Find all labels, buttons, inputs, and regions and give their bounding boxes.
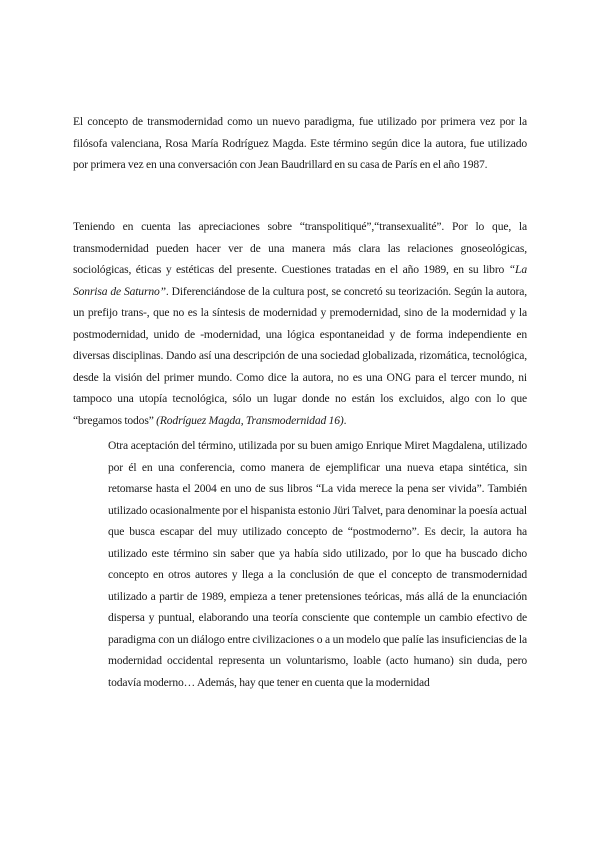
block-quote-paragraph: Otra aceptación del término, utilizada por su buen amigo Enrique Miret Magdalena, utilizado por él en una conferencia, como manera de ejemplificar una nueva etapa sintética, sin retomarse hasta el 2004 en uno de sus libros “La vida merece la pena ser vivida”. También utilizado ocasionalmente por el hispanista estonio Jüri Talvet, para denominar la poesía actual que busca escapar del muy utilizado concepto de “postmoderno”. Es decir, la autora ha utilizado este término sin saber que ya había sido utilizado, por lo que ha buscado dicho concepto en otros autores y llega a la conclusión de que el concepto de transmodernidad utilizado a partir de 1989, empieza a tener pretensiones teóricas, más allá de la enunciación dispersa y puntual, elaborando una teoría consciente que contemple un cambio efectivo de paradigma con un diálogo entre civilizaciones o a un modelo que palíe las insuficiencias de la modernidad occidental representa un voluntarismo, loable (acto humano) sin duda, pero todavía moderno… Además, hay que tener en cuenta que la modernidad — [108, 439, 527, 689]
paragraph-transmodernity-theory — [73, 216, 527, 431]
paragraph-text-part-2: . Diferenciándose de la cultura post, se concretó su teorización. Según la autora, un prefijo trans-, que no es la síntesis de modernidad y premodernidad, sino de la modernidad y la postmodernidad, unido de -modernidad, una lógica espontaneidad y de forma independiente en diversas disciplinas. Dando así una descripción de una sociedad globalizada, rizomática, tecnológica, desde la visión del primer mundo. Como dice la autora, no es una ONG para el tercer mundo, ni tampoco una utopía tecnológica, sólo un lugar donde no están los excluidos, algo con lo que “bregamos todos” — [73, 284, 528, 427]
paragraph-text-part-1: Teniendo en cuenta las apreciaciones sobre “transpolitiqué”,“transexualité”. Por lo que, la transmodernidad pueden hacer ver de una manera más clara las relaciones gnoseológicas, sociológicas, éticas y estéticas del presente. Cuestiones tratadas en el año 1989, en su libro — [73, 220, 527, 276]
book-title: “La Sonrisa de Saturno” — [73, 263, 527, 298]
paragraph-text-part-3: . — [343, 413, 347, 427]
paragraph-transmodernity-origin: El concepto de transmodernidad como un nuevo paradigma, fue utilizado por primera vez por la filósofa valenciana, Rosa María Rodríguez Magda. Este término según dice la autora, fue utilizado por primera vez en una conversación con Jean Baudrillard en su casa de París en el año 1987. — [73, 115, 527, 171]
citation: (Rodríguez Magda, Transmodernidad 16) — [156, 413, 344, 427]
